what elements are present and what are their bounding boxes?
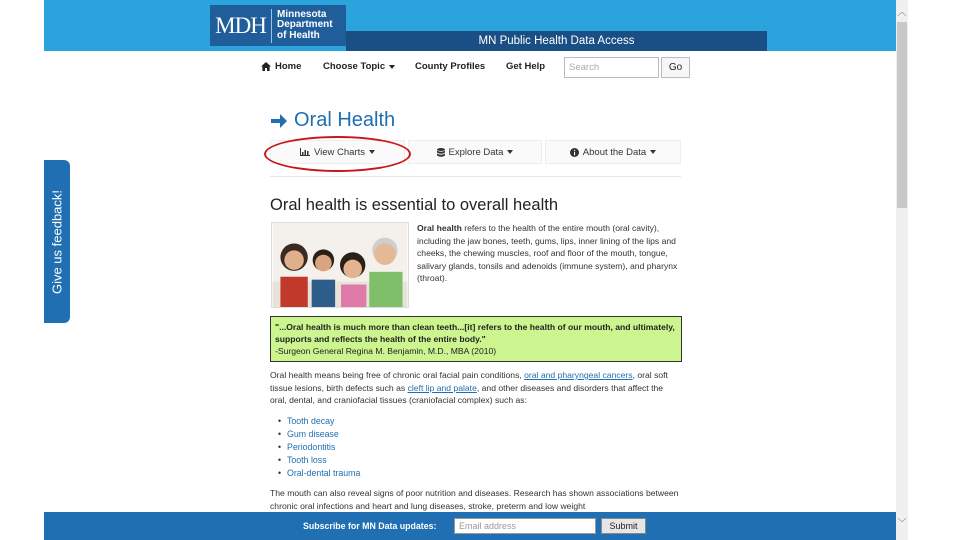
caret-down-icon	[507, 150, 513, 154]
list-item[interactable]: • Gum disease	[278, 428, 360, 441]
scroll-thumb[interactable]	[897, 22, 907, 208]
feedback-tab[interactable]	[44, 160, 70, 323]
scroll-down-icon[interactable]: ﹀	[897, 518, 907, 528]
logo-wordmark	[272, 10, 333, 42]
subscribe-label: Subscribe for MN Data updates:	[303, 521, 437, 531]
intro-paragraph	[417, 222, 681, 285]
logo-line: Department	[277, 19, 333, 31]
tab-label: About the Data	[582, 146, 647, 158]
tab-label: Explore Data	[448, 146, 504, 158]
database-icon	[437, 148, 445, 157]
nav-choose-topic[interactable]	[323, 61, 395, 72]
link-cleft-lip[interactable]: cleft lip and palate	[407, 382, 477, 393]
mdh-logo[interactable]	[210, 5, 346, 46]
quote-box	[270, 316, 682, 362]
nav-home[interactable]	[261, 61, 301, 72]
quote-attribution: -Surgeon General Regina M. Benjamin, M.D., MBA (2010)	[275, 346, 497, 356]
tab-explore-data[interactable]	[408, 140, 542, 164]
list-item[interactable]: • Tooth decay	[278, 415, 360, 428]
nav-get-help[interactable]	[506, 61, 545, 72]
page-title-text: Oral Health	[294, 109, 396, 131]
body-text: , oral soft tissue lesions, birth defects such as	[270, 370, 668, 393]
home-icon	[261, 62, 271, 71]
body-text: Oral health means being free of chronic oral facial pain conditions,	[270, 370, 525, 380]
arrow-right-icon	[270, 112, 288, 130]
logo-abbrev: MDH	[210, 9, 272, 43]
email-input[interactable]: Email address	[454, 518, 596, 534]
body-paragraph-2: The mouth can also reveal signs of poor nutrition and diseases. Research has shown associations between chronic oral infections and heart and lung diseases, stroke, preterm and low weight	[270, 488, 679, 511]
list-item[interactable]: • Periodontitis	[278, 441, 360, 454]
section-heading: Oral health is essential to overall health	[270, 196, 558, 214]
nav-home-label: Home	[275, 61, 302, 72]
logo-line: Minnesota	[277, 8, 327, 20]
info-icon	[570, 148, 579, 157]
search-input[interactable]: Search	[564, 57, 659, 78]
intro-text: refers to the health of the entire mouth (oral cavity), including the jaw bones, teeth, gums, lips, inner lining of the lips and cheeks, the chewing muscles, roof and floor of the mouth, tongue, salivary glands, tonsils and adenoids (immune system), and pharynx (throat).	[417, 223, 678, 284]
caret-down-icon	[389, 65, 395, 69]
nav-choose-topic-label: Choose Topic	[323, 61, 386, 72]
nav-county-profiles[interactable]	[415, 61, 485, 72]
family-photo	[271, 222, 409, 308]
portal-title[interactable]: MN Public Health Data Access	[346, 31, 767, 51]
tab-label: View Charts	[313, 146, 366, 158]
quote-text: "...Oral health is much more than clean teeth...[it] refers to the health of our mouth, and ultimately, supports and reflects the health of the entire body."	[275, 322, 675, 344]
caret-down-icon	[650, 150, 656, 154]
list-item[interactable]: • Tooth loss	[278, 454, 360, 467]
go-button[interactable]: Go	[661, 57, 690, 78]
red-circle-annotation	[264, 136, 411, 172]
submit-button[interactable]: Submit	[601, 518, 646, 534]
divider	[270, 176, 681, 177]
scroll-up-icon[interactable]: ︿	[897, 7, 907, 17]
intro-bold: Oral health	[417, 223, 462, 233]
body-paragraph	[270, 369, 682, 407]
body-text: , and other diseases and disorders that affect the oral, dental, and craniofacial tissues (craniofacial complex) such as:	[270, 382, 664, 406]
condition-list	[278, 415, 360, 480]
nav-county-profiles-label: County Profiles	[415, 61, 486, 72]
logo-line: of Health	[277, 29, 320, 41]
nav-get-help-label: Get Help	[506, 61, 546, 72]
tab-about-data[interactable]	[545, 140, 681, 164]
link-oral-cancers[interactable]: oral and pharyngeal cancers	[524, 370, 633, 380]
list-item[interactable]: • Oral-dental trauma	[278, 467, 360, 480]
page-title	[270, 109, 395, 132]
feedback-label: Give us feedback!	[49, 189, 65, 294]
